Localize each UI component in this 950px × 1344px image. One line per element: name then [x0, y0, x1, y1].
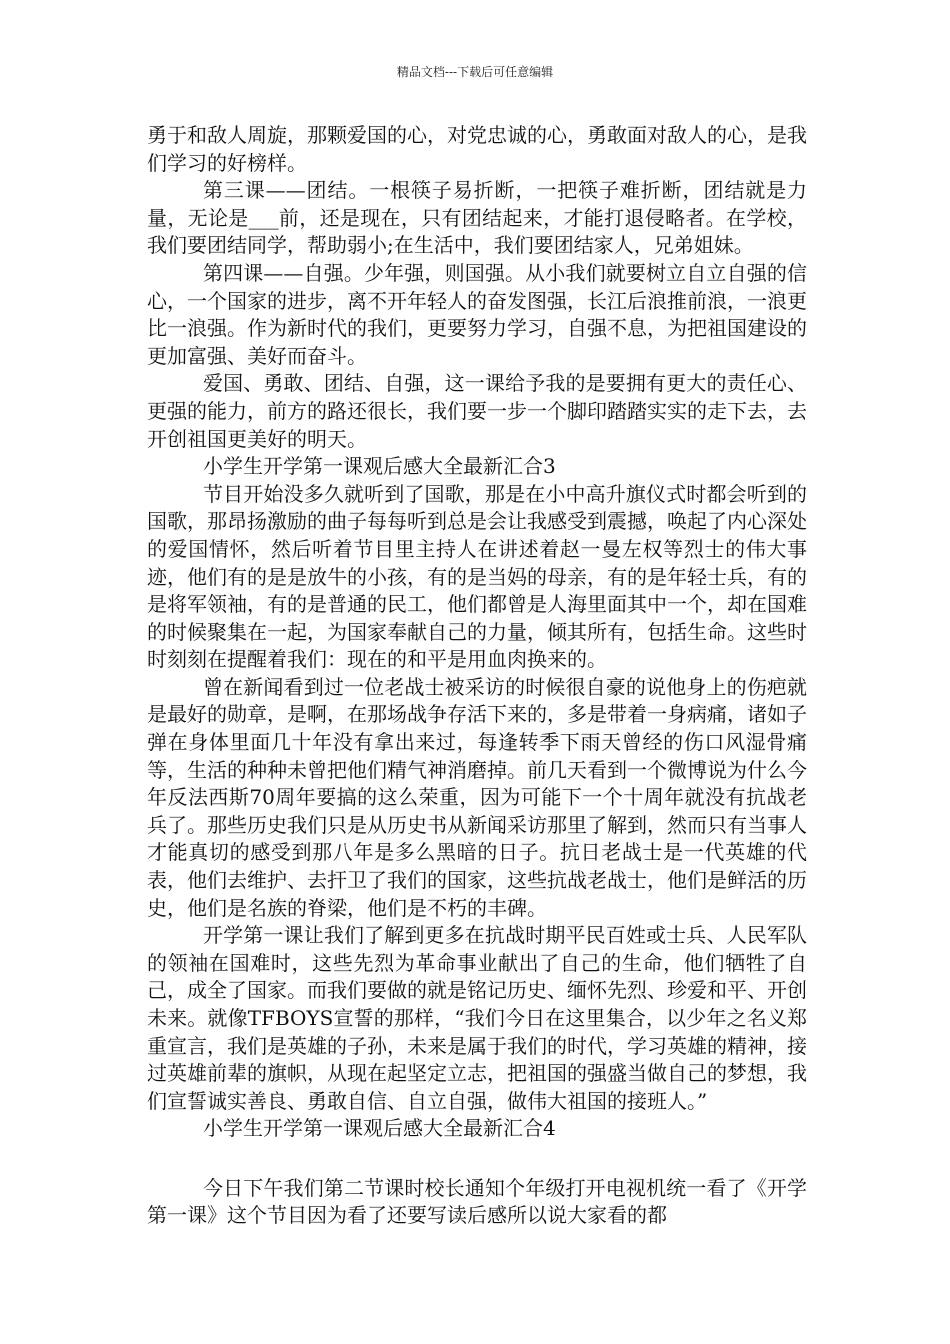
blank-line [147, 1143, 807, 1171]
paragraph: 第三课——团结。一根筷子易折断，一把筷子难折断，团结就是力量，无论是___前，还是现在，只有团结起来，才能打退侵略者。在学校，我们要团结同学，帮助弱小;在生活中，我们要团结家人，兄弟姐妹。 [147, 178, 807, 258]
paragraph: 爱国、勇敢、团结、自强，这一课给予我的是要拥有更大的责任心、更强的能力，前方的路还很长，我们要一步一个脚印踏踏实实的走下去，去开创祖国更美好的明天。 [147, 371, 807, 451]
paragraph: 节目开始没多久就听到了国歌，那是在小中高升旗仪式时都会听到的国歌，那昂扬激励的曲子每每听到总是会让我感受到震撼，唤起了内心深处的爱国情怀，然后听着节目里主持人在讲述着赵一曼左权等烈士的伟大事迹，他们有的是是放牛的小孩，有的是当妈的母亲，有的是年轻士兵，有的是将军领袖，有的是普通的民工，他们都曾是人海里面其中一个，却在国难的时候聚集在一起，为国家奉献自己的力量，倾其所有，包括生命。这些时时刻刻在提醒着我们：现在的和平是用血肉换来的。 [147, 481, 807, 672]
paragraph: 曾在新闻看到过一位老战士被采访的时候很自豪的说他身上的伤疤就是最好的勋章，是啊，在那场战争存活下来的，多是带着一身病痛，诸如子弹在身体里面几十年没有拿出来过，每逢转季下雨天曾经的伤口风湿骨痛等，生活的种种未曾把他们精气神消磨掉。前几天看到一个微博说为什么今年反法西斯70周年要搞的这么荣重，因为可能下一个十周年就没有抗战老兵了。那些历史我们只是从历史书从新闻采访那里了解到，然而只有当事人才能真切的感受到那八年是多么黑暗的日子。抗日老战士是一代英雄的代表，他们去维护、去扞卫了我们的国家，这些抗战老战士，他们是鲜活的历史，他们是名族的脊梁，他们是不朽的丰碑。 [147, 674, 807, 920]
paragraph: 今日下午我们第二节课时校长通知个年级打开电视机统一看了《开学第一课》这个节目因为看了还要写读后感所以说大家看的都 [147, 1175, 807, 1228]
paragraph: 勇于和敌人周旋，那颗爱国的心，对党忠诚的心，勇敢面对敌人的心，是我们学习的好榜样。 [147, 123, 807, 175]
page-header: 精品文档---下载后可任意编辑 [396, 65, 554, 79]
section-heading: 小学生开学第一课观后感大全最新汇合3 [203, 454, 556, 479]
paragraph: 开学第一课让我们了解到更多在抗战时期平民百姓或士兵、人民军队的领袖在国难时，这些先烈为革命事业献出了自己的生命，他们牺牲了自己，成全了国家。而我们要做的就是铭记历史、缅怀先烈、珍爱和平、开创未来。就像TFBOYS宣誓的那样，“我们今日在这里集合，以少年之名义郑重宣言，我们是英雄的子孙，未来是属于我们的时代，学习英雄的精神，接过英雄前辈的旗帜，从现在起坚定立志，把祖国的强盛当做自己的梦想，我们宣誓诚实善良、勇敢自信、自立自强，做伟大祖国的接班人。” [147, 923, 807, 1113]
section-heading: 小学生开学第一课观后感大全最新汇合4 [203, 1116, 556, 1141]
document-body [147, 122, 807, 1230]
paragraph: 第四课——自强。少年强，则国强。从小我们就要树立自立自强的信心，一个国家的进步，离不开年轻人的奋发图强，长江后浪推前浪，一浪更比一浪强。作为新时代的我们，更要努力学习，自强不息，为把祖国建设的更加富强、美好而奋斗。 [147, 260, 807, 368]
